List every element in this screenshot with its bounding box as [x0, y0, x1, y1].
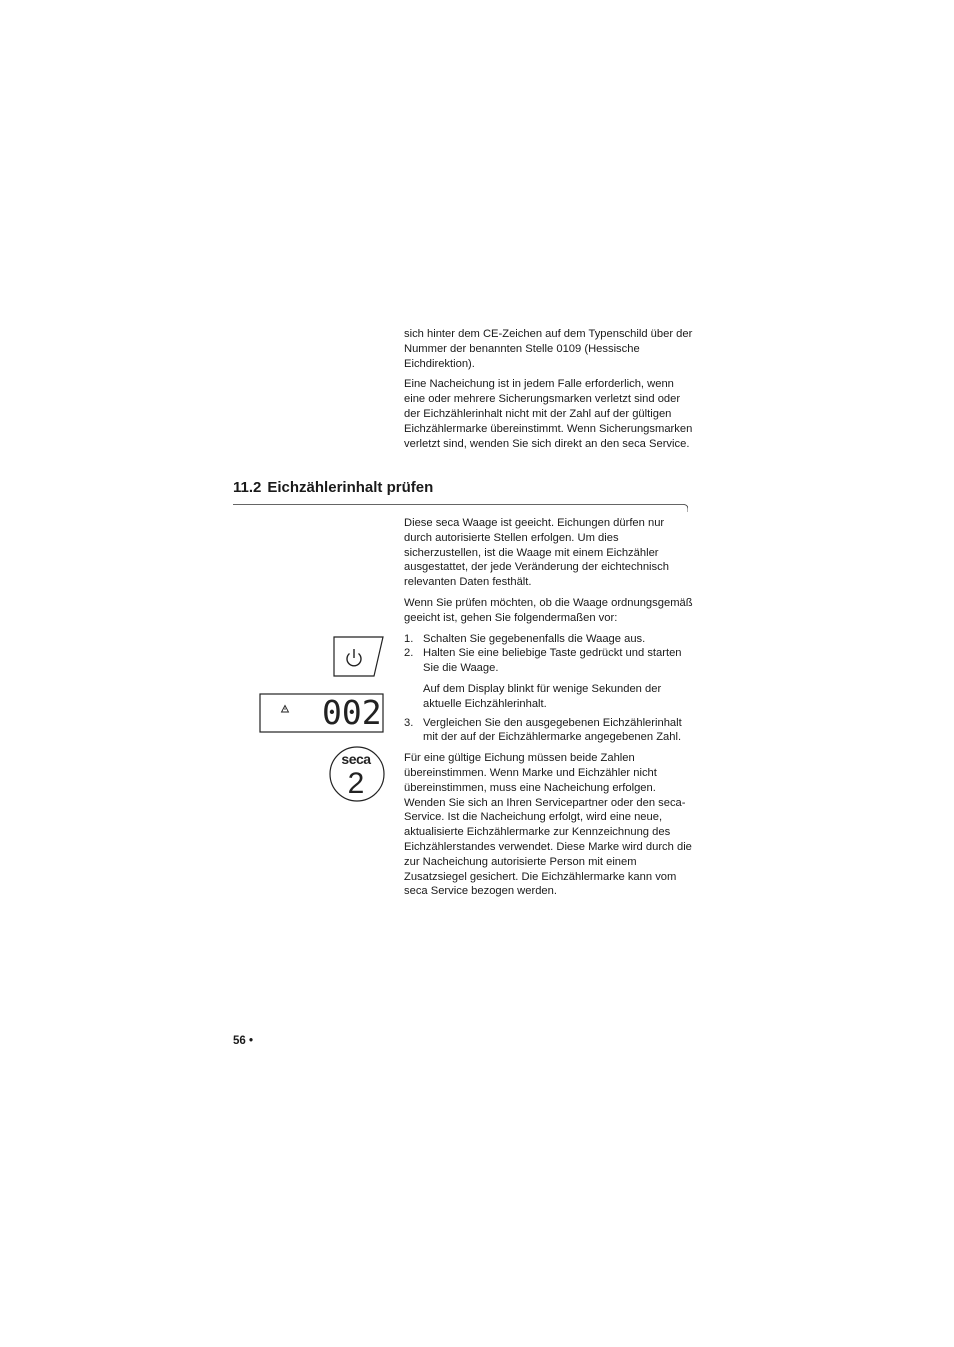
display-figure [259, 693, 385, 734]
display-value: 002 [322, 693, 382, 732]
section-paragraph-3: Für eine gültige Eichung müssen beide Zahlen übereinstimmen. Wenn Marke und Eichzähler nicht übereinstimmen, muss eine Nacheichung erfolgen. Wenden Sie sich an Ihren Servicepartner oder den seca-Service. Ist die Nacheichung erfolgt, wird eine neue, aktualisierte Eichzählermarke zur Kennzeichnung des Eichzählerstandes verwendet. Diese Marke wird durch die zur Nacheichung autorisierte Person mit einem Zusatzsiegel gesichert. Die Eichzählermarke kann vom seca Service bezogen werden. [404, 752, 692, 898]
power-button-figure [333, 636, 385, 678]
seal-figure [328, 744, 386, 804]
intro-paragraph-1: sich hinter dem CE-Zeichen auf dem Typenschild über der Nummer der benannten Stelle 0109 (Hessische Eichdirektion). [404, 328, 693, 370]
seal-brand: seca [341, 751, 371, 767]
section-rule [233, 504, 688, 514]
section-heading [233, 479, 433, 496]
list-item: 2. Halten Sie eine beliebige Taste gedrückt und starten Sie die Waage. [404, 647, 682, 675]
section-title: Eichzählerinhalt prüfen [267, 479, 434, 496]
list-item: Auf dem Display blinkt für wenige Sekunden der aktuelle Eichzählerinhalt. [423, 682, 662, 710]
intro-paragraph-2: Eine Nacheichung ist in jedem Falle erforderlich, wenn eine oder mehrere Sicherungsmarken verletzt sind oder der Eichzählerinhalt nicht mit der Zahl auf der gültigen Eichzählermarke übereinstimmt. Wenn Sicherungsmarken verletzt sind, wenden Sie sich direkt an den seca Service. [404, 378, 693, 450]
section-body [404, 516, 694, 899]
list-item: 1. Schalten Sie gegebenenfalls die Waage aus. [404, 632, 646, 645]
page-number: 56 • [233, 1035, 254, 1047]
intro-text [404, 327, 694, 451]
section-number: 11.2 [233, 479, 262, 496]
section-paragraph-1: Diese seca Waage ist geeicht. Eichungen dürfen nur durch autorisierte Stellen erfolgen. Um dies sicherzustellen, ist die Waage mit einem Eichzähler ausgestattet, der jede Veränderung der eichtechnisch relevanten Daten festhält. [404, 517, 669, 589]
list-item: 3. Vergleichen Sie den ausgegebenen Eichzählerinhalt mit der auf der Eichzählermarke angegebenen Zahl. [404, 716, 682, 744]
section-paragraph-2: Wenn Sie prüfen möchten, ob die Waage ordnungsgemäß geeicht ist, gehen Sie folgendermaßen vor: [404, 596, 693, 624]
steps-list [404, 632, 694, 746]
seal-number: 2 [347, 767, 365, 800]
